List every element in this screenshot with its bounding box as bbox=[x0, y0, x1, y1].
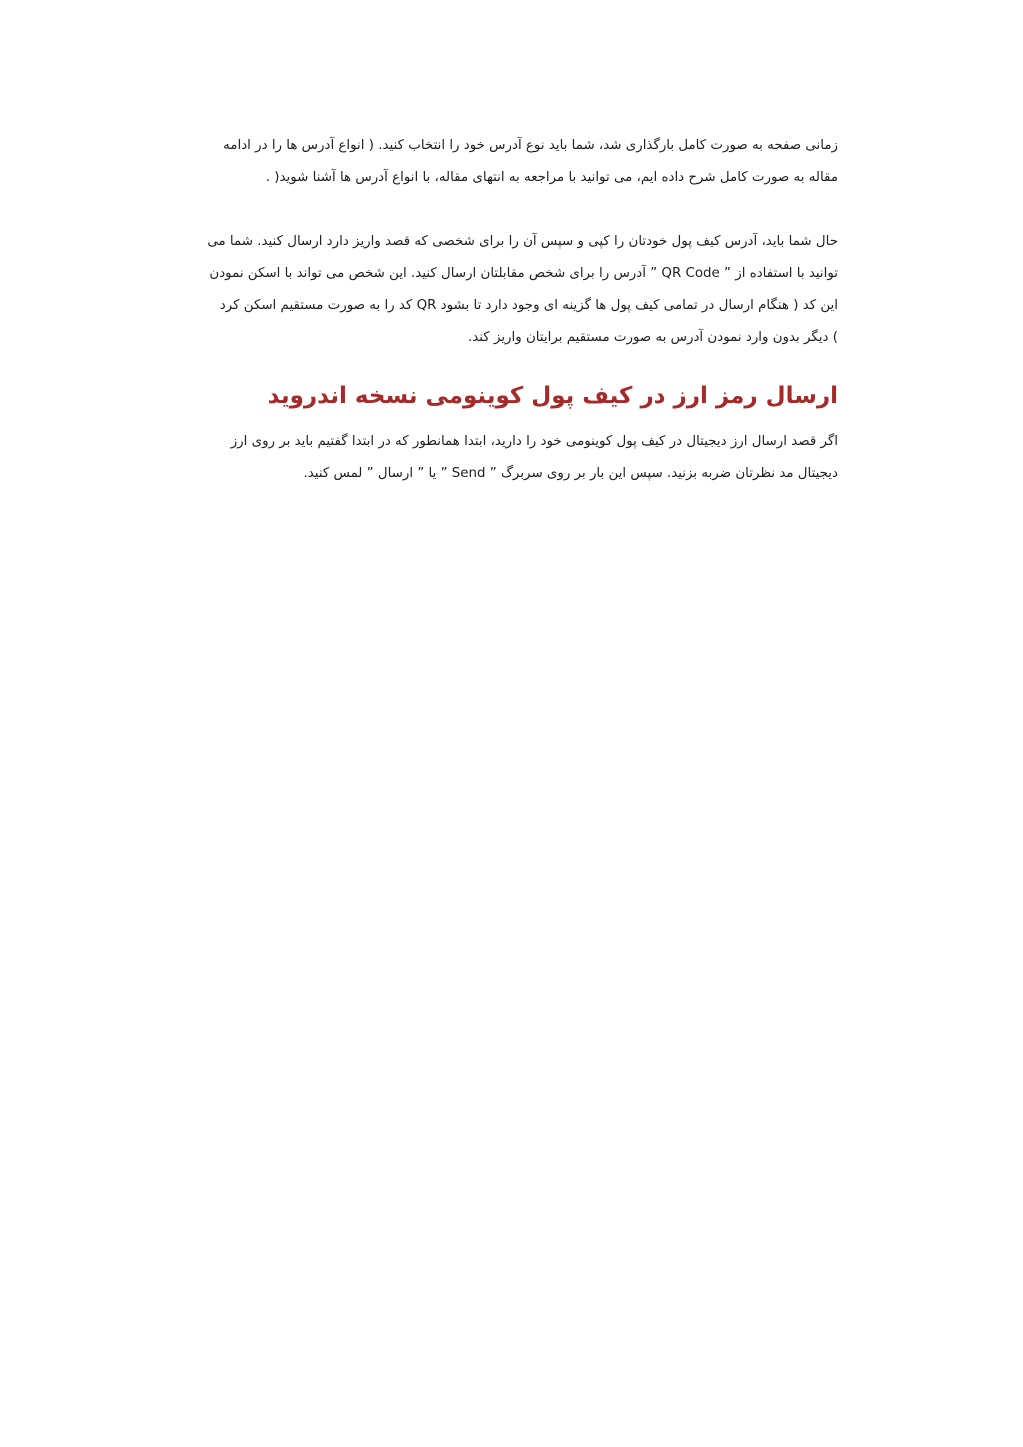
section-heading: ارسال رمز ارز در کیف پول کوینومی نسخه اندروید bbox=[267, 383, 838, 409]
paragraph-line: دیجیتال مد نظرتان ضربه بزنید. سپس این بار بر روی سربرگ ” Send ” یا ” ارسال ” لمس کنید. bbox=[303, 466, 838, 481]
paragraph-copy-address bbox=[122, 226, 838, 354]
paragraph-line: اگر قصد ارسال ارز دیجیتال در کیف پول کوینومی خود را دارید، ابتدا همانطور که در ابتدا گفتیم باید بر روی ارز bbox=[230, 434, 838, 449]
paragraph-line: این کد ( هنگام ارسال در تمامی کیف پول ها گزینه ای وجود دارد تا بشود QR کد را به صورت مستقیم اسکن کرد bbox=[219, 298, 838, 313]
paragraph-line: توانید با استفاده از ” QR Code ” آدرس را برای شخص مقابلتان ارسال کنید. این شخص می تواند با اسکن نمودن bbox=[209, 266, 838, 281]
paragraph-send-instructions bbox=[122, 426, 838, 490]
paragraph-address-type bbox=[122, 130, 838, 194]
paragraph-line: زمانی صفحه به صورت کامل بارگذاری شد، شما باید نوع آدرس خود را انتخاب کنید. ( انواع آدرس ها را در ادامه bbox=[223, 138, 838, 153]
paragraph-line: حال شما باید، آدرس کیف پول خودتان را کپی و سپس آن را برای شخصی که قصد واریز دارد ارسال کنید. شما می bbox=[207, 234, 838, 249]
paragraph-line: ) دیگر بدون وارد نمودن آدرس به صورت مستقیم برایتان واریز کند. bbox=[467, 330, 838, 345]
document-content bbox=[122, 130, 838, 490]
paragraph-line: مقاله به صورت کامل شرح داده ایم، می توانید با مراجعه به انتهای مقاله، با انواع آدرس ها آشنا شوید( . bbox=[265, 170, 838, 185]
